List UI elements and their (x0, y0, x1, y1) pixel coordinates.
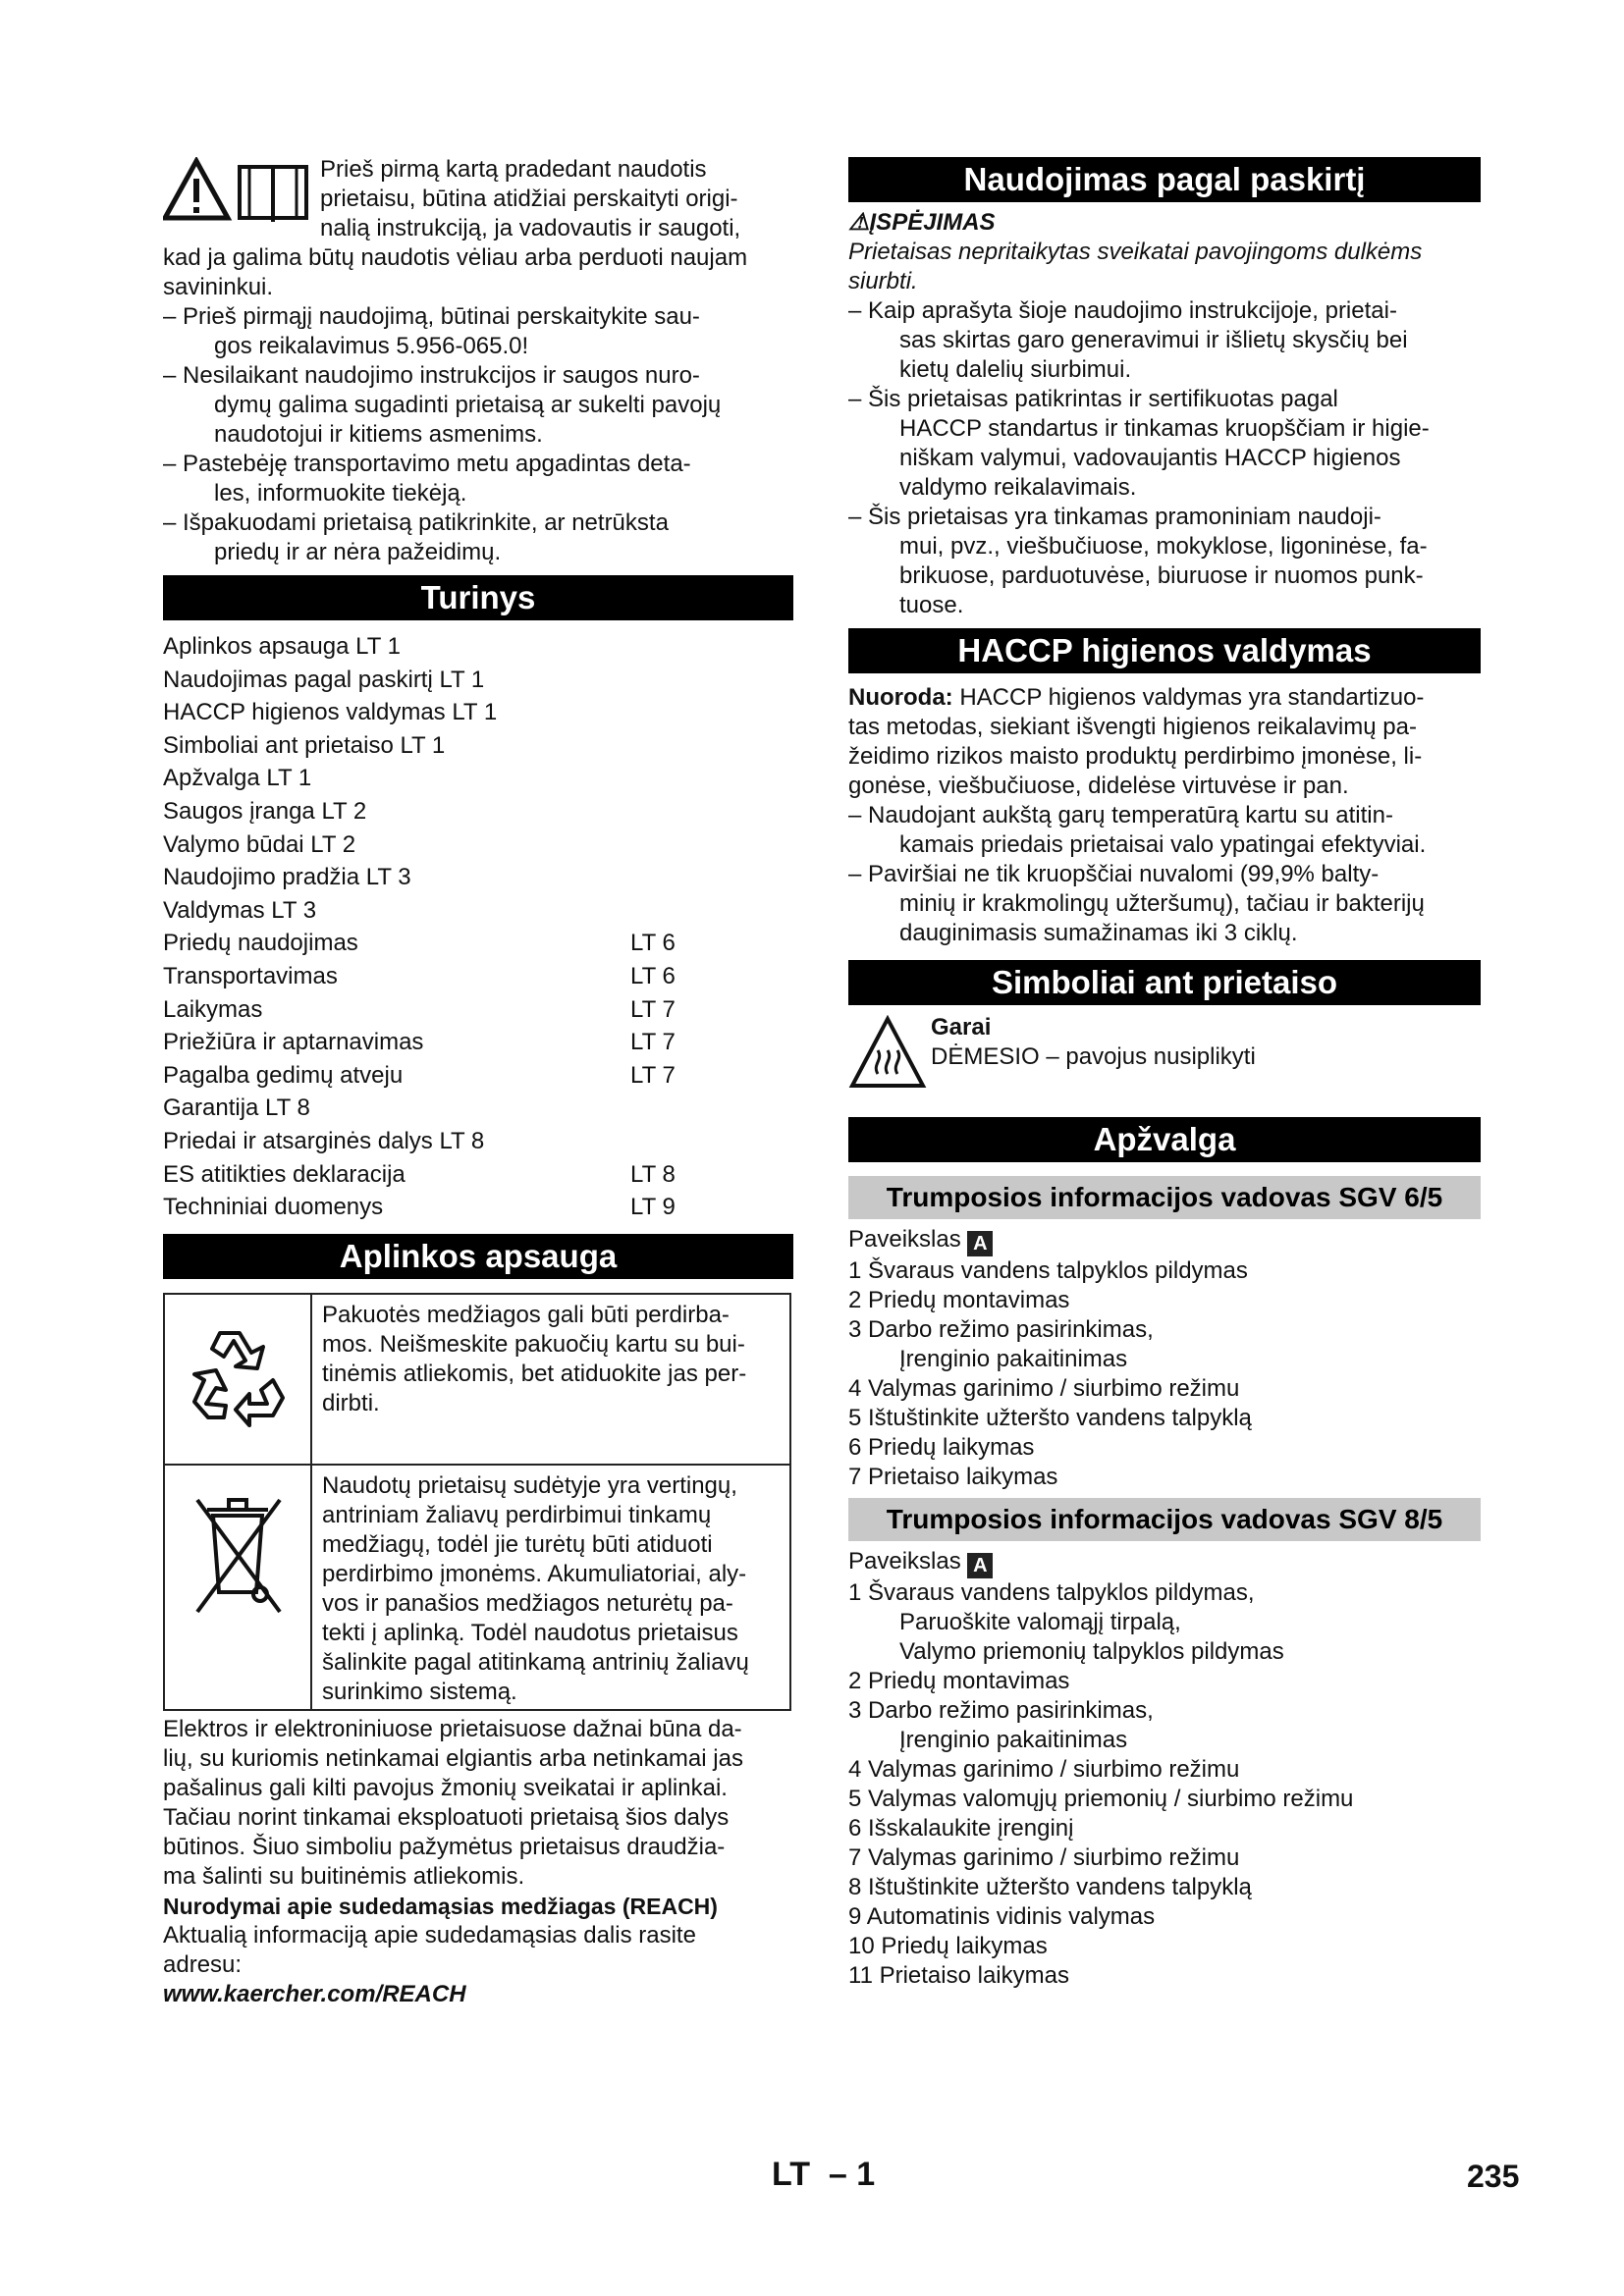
list-item-line: dauginimasis sumažinamas iki 3 ciklų. (899, 920, 1298, 946)
list-item-line: – Šis prietaisas yra tinkamas pramoniniam naudoji- (848, 504, 1381, 530)
list-item-line: 9 Automatinis vidinis valymas (848, 1903, 1156, 1930)
env-line: antriniam žaliavų perdirbimui tinkamų (322, 1501, 712, 1528)
toc-entry-page (630, 664, 793, 697)
list-item-line: niškam valymui, vadovaujantis HACCP higienos (899, 445, 1401, 471)
overview-heading: Apžvalga (848, 1117, 1481, 1162)
guide-sgv85-list (848, 1578, 1481, 1991)
warning-line: siurbti. (848, 268, 918, 294)
warning-label: ⚠ĮSPĖJIMAS (848, 209, 996, 236)
env-line: pašalinus gali kilti pavojus žmonių sveikatai ir aplinkai. (163, 1774, 728, 1801)
list-item (848, 1755, 1481, 1785)
list-item-line: kamais priedais prietaisai valo ypatingai efektyviai. (899, 831, 1427, 858)
list-item-line: brikuose, parduotuvėse, biuruose ir nuomos punk- (899, 562, 1424, 589)
use-heading: Naudojimas pagal paskirtį (848, 157, 1481, 202)
environment-device-text (311, 1465, 790, 1710)
toc-entry-title: Valdymas LT 3 (163, 896, 317, 924)
reach-line: Aktualią informaciją apie sudedamąsias dalis rasite (163, 1921, 696, 1949)
haccp-list (848, 801, 1481, 948)
env-line: ma šalinti su buitinėmis atliekomis. (163, 1862, 525, 1890)
warning-manual-icon (163, 157, 314, 224)
list-item-line: gos reikalavimus 5.956-065.0! (214, 333, 529, 359)
list-item-line: – Išpakuodami prietaisą patikrinkite, ar netrūksta (163, 509, 669, 536)
symbols-heading: Simboliai ant prietaiso (848, 960, 1481, 1005)
toc-entry-title: Aplinkos apsauga LT 1 (163, 633, 401, 660)
environment-table (163, 1293, 791, 1711)
list-item-line: 5 Ištuštinkite užteršto vandens talpyklą (848, 1405, 1252, 1431)
toc-entry-title: HACCP higienos valdymas LT 1 (163, 699, 498, 726)
list-item (848, 1578, 1481, 1667)
toc-entry-title: Laikymas (163, 995, 263, 1023)
list-item-line: mui, pvz., viešbučiuose, mokyklose, ligoninėse, fa- (899, 533, 1428, 560)
env-line: Naudotų prietaisų sudėtyje yra vertingų, (322, 1471, 737, 1499)
env-line: mos. Neišmeskite pakuočių kartu su bui- (322, 1330, 745, 1358)
recycling-icon (179, 1319, 297, 1437)
toc-entry-title: Naudojimas pagal paskirtį LT 1 (163, 666, 485, 693)
list-item (848, 1696, 1481, 1755)
list-item (848, 1315, 1481, 1374)
page-number: 235 (1467, 2159, 1520, 2194)
env-line: surinkimo sistemą. (322, 1678, 517, 1705)
list-item-line: 3 Darbo režimo pasirinkimas, (848, 1316, 1154, 1343)
warning-small-icon: ⚠ (848, 209, 870, 236)
list-item (848, 385, 1481, 503)
toc-entry-page (630, 696, 793, 729)
warning-line: Prietaisas nepritaikytas sveikatai pavojingoms dulkėms (848, 239, 1423, 265)
reach-url-link[interactable]: www.kaercher.com/REACH (163, 1980, 466, 2007)
list-item (163, 508, 793, 567)
list-item-line: naudotojui ir kitiems asmenims. (214, 421, 543, 448)
haccp-line-text: žeidimo rizikos maisto produktų perdirbimo įmonėse, li- (848, 743, 1423, 770)
toc-entry-page: LT 7 (630, 995, 676, 1023)
guide-sgv65-figure-ref: Paveikslas A (848, 1225, 1481, 1256)
list-item-line: sas skirtas garo generavimui ir išlietų skysčių bei (899, 327, 1408, 353)
warning-text (848, 238, 1481, 296)
intro-line: Prieš pirmą kartą pradedant naudotis (320, 156, 707, 183)
list-item (163, 450, 793, 508)
guide-sgv85-heading: Trumposios informacijos vadovas SGV 8/5 (848, 1498, 1481, 1541)
toc-entry-page (630, 1125, 793, 1158)
list-item (848, 1873, 1481, 1902)
list-item (848, 1433, 1481, 1463)
toc-entry-title: Simboliai ant prietaiso LT 1 (163, 731, 446, 759)
intro-line: savininkui. (163, 274, 274, 300)
list-item (848, 503, 1481, 620)
list-item (848, 1902, 1481, 1932)
list-item-line: tuose. (899, 592, 964, 618)
list-item-line: 4 Valymas garinimo / siurbimo režimu (848, 1756, 1240, 1783)
reach-line: adresu: (163, 1950, 243, 1978)
toc-entry-page (630, 762, 793, 795)
toc-entry-title: Transportavimas (163, 962, 338, 989)
env-line: tekti į aplinką. Todėl naudotus prietaisus (322, 1619, 738, 1646)
haccp-line (848, 713, 1481, 742)
list-item-line: 6 Priedų laikymas (848, 1434, 1035, 1461)
list-item-line: 6 Išskalaukite įrenginį (848, 1815, 1074, 1842)
list-item-line: – Prieš pirmąjį naudojimą, būtinai perskaitykite sau- (163, 303, 700, 330)
list-item-line: Paruoškite valomąjį tirpalą, (899, 1609, 1181, 1635)
toc-entry[interactable] (163, 960, 793, 993)
list-item (163, 361, 793, 450)
toc-entry-title: Pagalba gedimų atveju (163, 1061, 404, 1089)
toc-entry-page (630, 828, 793, 862)
use-list (848, 296, 1481, 620)
toc-entry-page: LT 9 (630, 1194, 676, 1221)
list-item (848, 1961, 1481, 1991)
env-line: Elektros ir elektroniniuose prietaisuose dažnai būna da- (163, 1715, 742, 1742)
left-column (163, 155, 793, 2009)
list-item-line: – Kaip aprašyta šioje naudojimo instrukcijoje, prietai- (848, 297, 1397, 324)
list-item-line: dymų galima sugadinti prietaisą ar sukelti pavojų (214, 392, 722, 418)
toc-entry[interactable] (163, 1191, 793, 1224)
toc-entry[interactable] (163, 795, 793, 828)
list-item-line: 11 Prietaiso laikymas (848, 1962, 1069, 1989)
list-item-line: 3 Darbo režimo pasirinkimas, (848, 1697, 1154, 1724)
list-item (848, 1843, 1481, 1873)
toc-entry[interactable] (163, 1059, 793, 1093)
list-item (848, 296, 1481, 385)
toc-entry-page: LT 7 (630, 1061, 676, 1089)
crossed-bin-icon (184, 1482, 292, 1629)
list-item (848, 1814, 1481, 1843)
haccp-line-text: tas metodas, siekiant išvengti higienos reikalavimų pa- (848, 714, 1417, 740)
env-line: vos ir panašios medžiagos neturėtų pa- (322, 1589, 733, 1617)
symbol-description: DĖMESIO – pavojus nusiplikyti (931, 1043, 1256, 1070)
environment-heading: Aplinkos apsauga (163, 1234, 793, 1279)
list-item (848, 1404, 1481, 1433)
env-line: tinėmis atliekomis, bet atiduokite jas per- (322, 1360, 747, 1387)
list-item-line: Įrenginio pakaitinimas (899, 1727, 1128, 1753)
haccp-line (848, 683, 1481, 713)
list-item-line: 8 Ištuštinkite užteršto vandens talpyklą (848, 1874, 1252, 1900)
toc-entry-title: Naudojimo pradžia LT 3 (163, 864, 411, 891)
haccp-line-text: gonėse, viešbučiuose, didelėse virtuvėse ir pan. (848, 773, 1349, 799)
figure-a-marker: A (967, 1553, 993, 1578)
list-item-line: 7 Prietaiso laikymas (848, 1464, 1058, 1490)
list-item (163, 302, 793, 361)
toc-entry-page: LT 8 (630, 1160, 676, 1188)
toc-entry-title: Garantija LT 8 (163, 1095, 310, 1122)
intro-block (163, 155, 793, 567)
hot-steam-warning-icon (848, 1015, 927, 1092)
haccp-text (848, 683, 1481, 801)
footer-language: LT – 1 (772, 2156, 876, 2193)
toc-entry[interactable] (163, 729, 793, 763)
list-item-line: 4 Valymas garinimo / siurbimo režimu (848, 1375, 1240, 1402)
toc-list (163, 630, 793, 1224)
toc-entry-page: LT 6 (630, 930, 676, 957)
list-item-line: – Nesilaikant naudojimo instrukcijos ir saugos nuro- (163, 362, 700, 389)
list-item-line: 5 Valymas valomųjų priemonių / siurbimo režimu (848, 1786, 1354, 1812)
toc-entry-page (630, 630, 793, 664)
guide-sgv65-heading: Trumposios informacijos vadovas SGV 6/5 (848, 1176, 1481, 1219)
right-column (848, 157, 1481, 1991)
toc-entry-page (630, 861, 793, 894)
list-item-line: priedų ir ar nėra pažeidimų. (214, 539, 502, 565)
list-item (848, 1932, 1481, 1961)
symbol-steam (848, 1013, 1481, 1095)
toc-entry[interactable] (163, 1125, 793, 1158)
env-line: perdirbimo įmonėms. Akumuliatoriai, aly- (322, 1560, 747, 1587)
note-label: Nuoroda: (848, 684, 953, 711)
list-item (848, 860, 1481, 948)
haccp-line (848, 772, 1481, 801)
toc-entry-title: Priedų naudojimas (163, 930, 358, 957)
list-item-line: – Šis prietaisas patikrintas ir sertifikuotas pagal (848, 386, 1338, 412)
env-line: lių, su kuriomis netinkamai elgiantis arba netinkamai jas (163, 1744, 743, 1772)
toc-entry[interactable] (163, 762, 793, 795)
list-item-line: 2 Priedų montavimas (848, 1287, 1070, 1313)
list-item (848, 1785, 1481, 1814)
toc-heading: Turinys (163, 575, 793, 620)
list-item (848, 1256, 1481, 1286)
toc-entry-title: Priežiūra ir aptarnavimas (163, 1029, 424, 1056)
list-item-line: 7 Valymas garinimo / siurbimo režimu (848, 1844, 1240, 1871)
guide-sgv65-list (848, 1256, 1481, 1492)
toc-entry[interactable] (163, 927, 793, 960)
list-item-line: – Paviršiai ne tik kruopščiai nuvalomi (99,9% balty- (848, 861, 1380, 887)
list-item-line: 10 Priedų laikymas (848, 1933, 1048, 1959)
environment-packaging-text (311, 1294, 790, 1465)
intro-line: nalią instrukciją, ja vadovautis ir saugoti, (320, 215, 741, 241)
haccp-line (848, 742, 1481, 772)
toc-entry-page (630, 1092, 793, 1125)
toc-entry-page (630, 729, 793, 763)
env-line: Tačiau norint tinkamai eksploatuoti prietaisą šios dalys (163, 1803, 730, 1831)
reach-heading: Nurodymai apie sudedamąsias medžiagas (REACH) (163, 1893, 718, 1919)
toc-entry[interactable] (163, 630, 793, 664)
haccp-heading: HACCP higienos valdymas (848, 628, 1481, 673)
env-line: medžiagų, todėl jie turėtų būti atiduoti (322, 1530, 713, 1558)
env-line: dirbti. (322, 1389, 380, 1416)
list-item-line: 2 Priedų montavimas (848, 1668, 1070, 1694)
list-item-line: HACCP standartus ir tinkamas kruopščiam ir higie- (899, 415, 1430, 442)
toc-entry-page (630, 795, 793, 828)
list-item-line: – Pastebėję transportavimo metu apgadintas deta- (163, 451, 691, 477)
intro-line: prietaisu, būtina atidžiai perskaityti origi- (320, 186, 738, 212)
toc-entry-title: Saugos įranga LT 2 (163, 797, 367, 825)
toc-entry-title: Valymo būdai LT 2 (163, 830, 356, 858)
list-item-line: kietų dalelių siurbimui. (899, 356, 1132, 383)
guide-sgv85-figure-ref: Paveikslas A (848, 1547, 1481, 1578)
list-item-line: minių ir krakmolingų užteršumų), tačiau ir bakterijų (899, 890, 1425, 917)
intro-line: kad ja galima būtų naudotis vėliau arba perduoti naujam (163, 244, 748, 271)
env-line: Pakuotės medžiagos gali būti perdirba- (322, 1301, 730, 1328)
toc-entry[interactable] (163, 696, 793, 729)
toc-entry-page: LT 6 (630, 962, 676, 989)
toc-entry-page: LT 7 (630, 1029, 676, 1056)
list-item (848, 1463, 1481, 1492)
list-item (848, 1374, 1481, 1404)
toc-entry-page (630, 894, 793, 928)
toc-entry-title: Priedai ir atsarginės dalys LT 8 (163, 1127, 485, 1154)
symbol-name: Garai (931, 1014, 992, 1041)
haccp-line-text: HACCP higienos valdymas yra standartizuo- (952, 684, 1425, 711)
toc-entry-title: Techniniai duomenys (163, 1194, 384, 1221)
toc-entry[interactable] (163, 1026, 793, 1059)
list-item-line: les, informuokite tiekėją. (214, 480, 467, 507)
env-line: šalinkite pagal atitinkamą antrinių žaliavų (322, 1648, 749, 1676)
list-item-line: Valymo priemonių talpyklos pildymas (899, 1638, 1284, 1665)
list-item-line: 1 Švaraus vandens talpyklos pildymas (848, 1257, 1248, 1284)
toc-entry[interactable] (163, 861, 793, 894)
toc-entry[interactable] (163, 1158, 793, 1192)
list-item-line: 1 Švaraus vandens talpyklos pildymas, (848, 1579, 1255, 1606)
list-item (848, 1286, 1481, 1315)
reach-text (163, 1921, 793, 1980)
toc-entry[interactable] (163, 664, 793, 697)
environment-electronics-text (163, 1715, 793, 1892)
toc-entry-title: Apžvalga LT 1 (163, 765, 312, 792)
list-item (848, 1667, 1481, 1696)
toc-entry[interactable] (163, 993, 793, 1027)
env-line: būtinos. Šiuo simboliu pažymėtus prietaisus draudžia- (163, 1833, 726, 1860)
toc-entry[interactable] (163, 894, 793, 928)
list-item (848, 801, 1481, 860)
list-item-line: – Naudojant aukštą garų temperatūrą kartu su atitin- (848, 802, 1393, 828)
list-item-line: valdymo reikalavimais. (899, 474, 1137, 501)
toc-entry-title: ES atitikties deklaracija (163, 1160, 406, 1188)
toc-entry[interactable] (163, 828, 793, 862)
toc-entry[interactable] (163, 1092, 793, 1125)
list-item-line: Įrenginio pakaitinimas (899, 1346, 1128, 1372)
figure-a-marker: A (967, 1231, 993, 1256)
